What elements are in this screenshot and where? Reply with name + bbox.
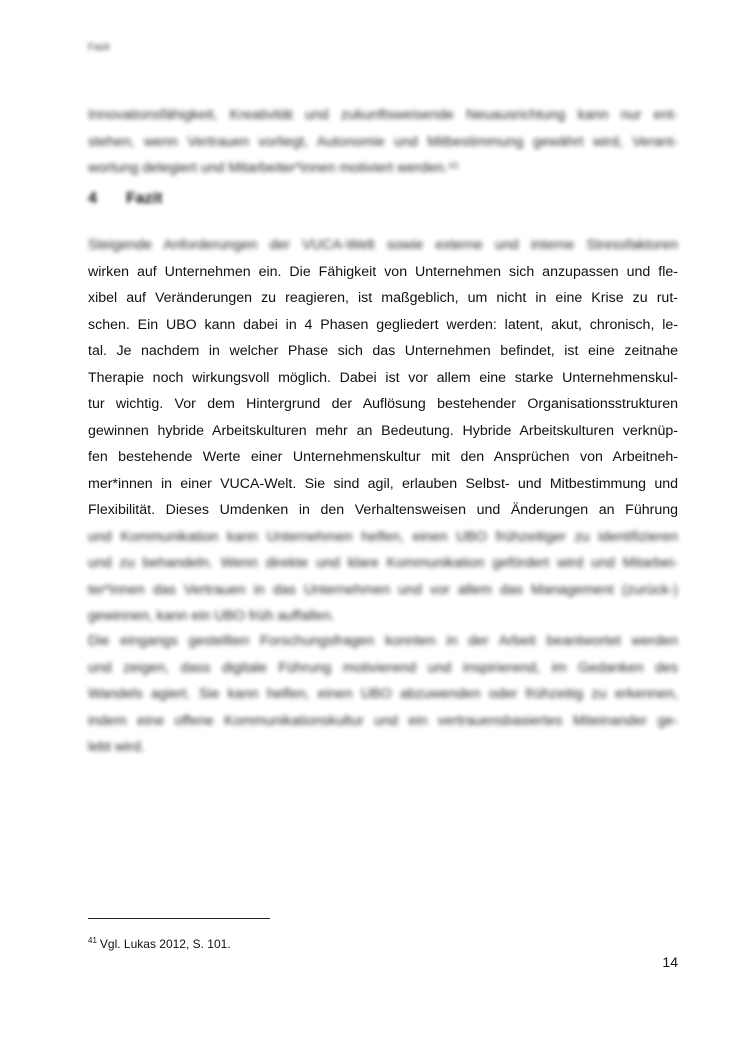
text-line: und zeigen, dass digitale Führung motivierend und inspirierend, im Gedanken des	[88, 659, 678, 676]
text-line: tur wichtig. Vor dem Hintergrund der Auflösung bestehender Organisationsstrukturen	[88, 396, 678, 412]
page-number: 14	[662, 954, 678, 970]
text-line: xibel auf Veränderungen zu reagieren, ist maßgeblich, um nicht in eine Krise zu rut-	[88, 290, 678, 306]
text-line: gewinnen, kann ein UBO früh auffallen.	[88, 608, 335, 624]
text-line: tal. Je nachdem in welcher Phase sich das Unternehmen befindet, ist eine zeitnahe	[88, 343, 678, 359]
text-line: Flexibilität. Dieses Umdenken in den Verhaltensweisen und Änderungen an Führung	[88, 502, 678, 518]
text-line: fen bestehende Werte einer Unternehmenskultur mit den Ansprüchen von Arbeitneh-	[88, 449, 678, 465]
text-line: indem eine offene Kommunikationskultur und ein vertrauensbasiertes Miteinander ge-	[88, 712, 678, 729]
final-paragraph	[88, 628, 678, 761]
text-line: schen. Ein UBO kann dabei in 4 Phasen gegliedert werden: latent, akut, chronisch, le-	[88, 316, 678, 333]
intro-paragraph	[88, 102, 678, 182]
text-line: und Kommunikation kann Unternehmen helfen, einen UBO frühzeitiger zu identifizieren	[88, 528, 678, 545]
footnote-separator	[88, 918, 270, 919]
footnote	[88, 936, 231, 951]
section-number: 4	[88, 190, 97, 207]
text-line: mer*innen in einer VUCA-Welt. Sie sind agil, erlauben Selbst- und Mitbestimmung und	[88, 475, 678, 492]
text-line: ter*innen das Vertrauen in das Unternehmen und vor allem das Management (zurück-)	[88, 581, 678, 598]
text-line: und zu behandeln. Wenn direkte und klare Kommunikation gefördert wird und Mitarbei-	[88, 555, 678, 571]
section-heading	[88, 190, 162, 208]
text-line: Steigende Anforderungen der VUCA-Welt sowie externe und interne Stressfaktoren	[88, 237, 678, 253]
text-line: Therapie noch wirkungsvoll möglich. Dabei ist vor allem eine starke Unternehmenskul-	[88, 369, 678, 386]
footnote-marker: 41	[88, 936, 97, 945]
text-line: wortung delegiert und Mitarbeiter*innen motiviert werden.⁴¹	[88, 160, 459, 176]
text-line: gewinnen hybride Arbeitskulturen mehr an Bedeutung. Hybride Arbeitskulturen verknüp-	[88, 422, 678, 439]
footnote-text: Vgl. Lukas 2012, S. 101.	[99, 937, 231, 951]
fazit-paragraph	[88, 232, 678, 630]
text-line: Die eingangs gestellten Forschungsfragen konnten in der Arbeit beantwortet werden	[88, 633, 678, 649]
text-line: lebt wird.	[88, 739, 145, 755]
running-header: Fazit	[88, 42, 110, 53]
section-title: Fazit	[126, 190, 163, 207]
text-line: Innovationsfähigkeit, Kreativität und zukunftsweisende Neuausrichtung kann nur ent-	[88, 107, 678, 123]
text-line: stehen, wenn Vertrauen vorliegt, Autonomie und Mitbestimmung gewährt wird, Verant-	[88, 133, 678, 150]
text-line: wirken auf Unternehmen ein. Die Fähigkeit von Unternehmen sich anzupassen und fle-	[88, 263, 678, 280]
text-line: Wandels agiert. Sie kann helfen, einen UBO abzuwenden oder frühzeitig zu erkennen,	[88, 686, 678, 702]
